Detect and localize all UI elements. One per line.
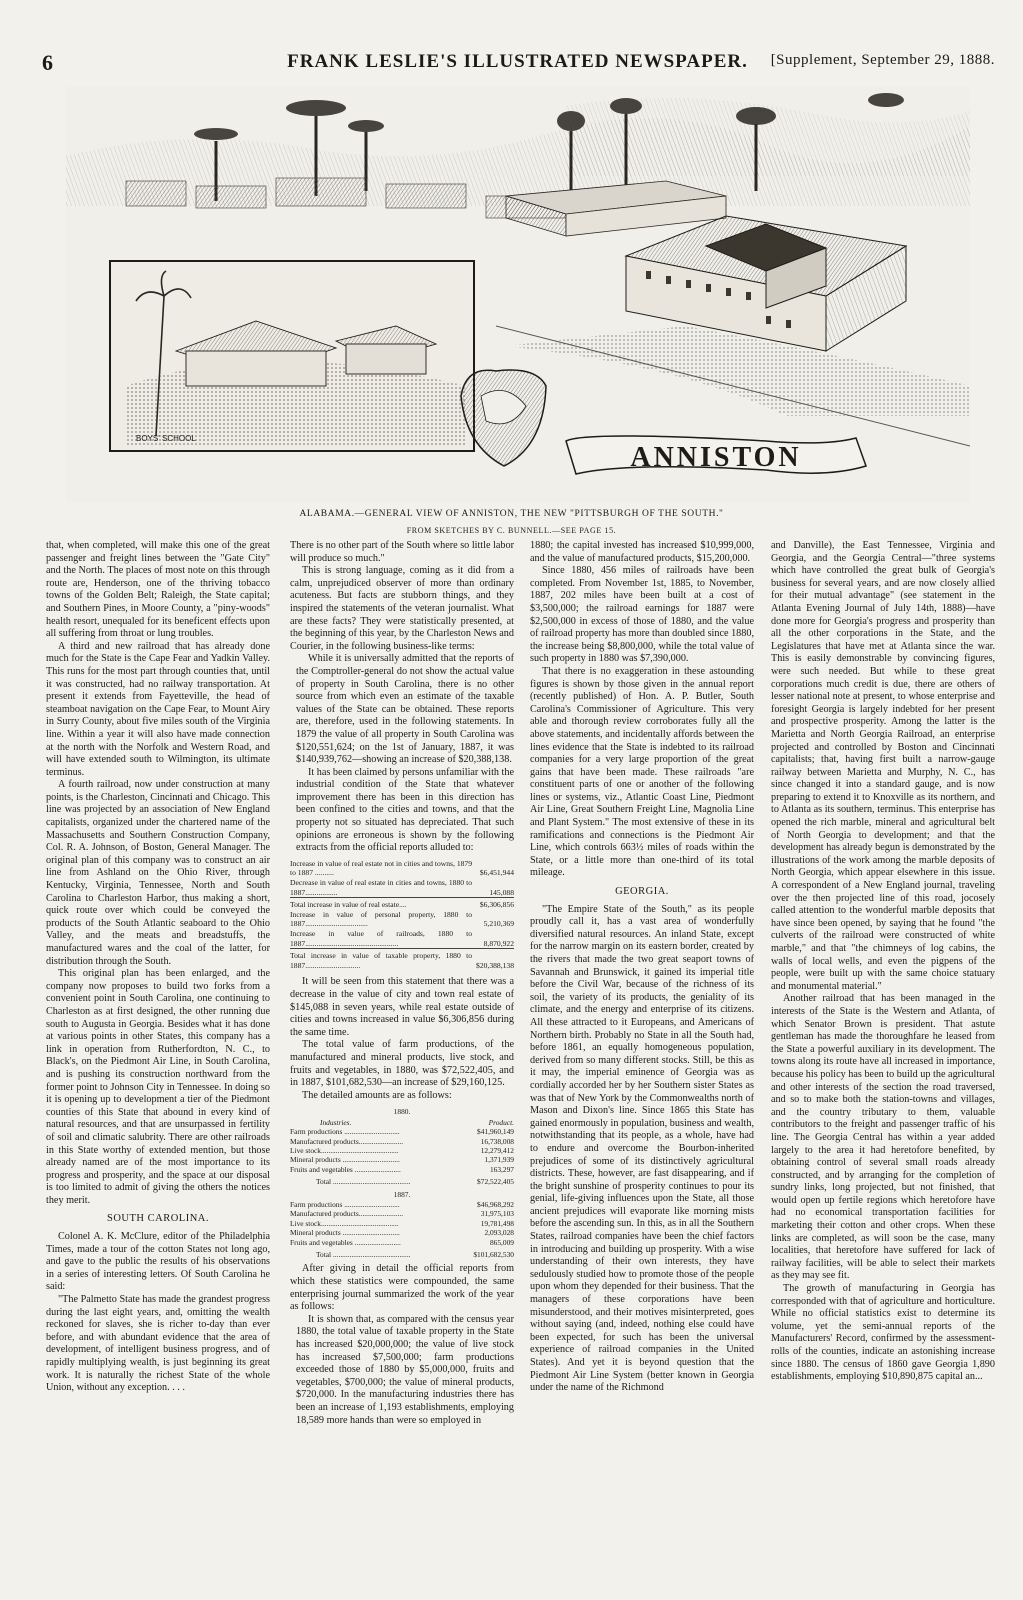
row-value: 12,279,412: [480, 1145, 514, 1155]
row-label: Farm productions ..............................: [290, 1127, 400, 1137]
table-row: [290, 910, 514, 929]
inset-label: BOYS' SCHOOL: [136, 434, 196, 443]
table-row: [290, 1137, 514, 1146]
table-row: [290, 1209, 514, 1218]
row-value: 19,781,498: [480, 1218, 514, 1228]
paragraph: That there is no exaggeration in these astounding figures is shown by those given in the annual report (recently published) of Hon. A. P. Butler, South Carolina's Commissioner of Agriculture. This very able and thorough review corroborates fully all the above statements, and incidentally affords between the lines evidence that the State is indebted to its railroad companies for a very large proportion of the great gains that have been made. These railroads "are constituent parts of one or another of the following lines or systems, viz., Atlantic Coast Line, Piedmont Air Line, Great Southern Freight Line, Magnolia Line and Plant System." The most extensive of these in its ramifications and connections is the Piedmont Air Line, which controls 663½ miles of roads within the State, or a little more than one-third of its total mileage.: [530, 665, 754, 879]
table-row: [290, 929, 514, 949]
quote-paragraph: "The Palmetto State has made the grandest progress during the last eight years, and, omitting the wealth reckoned for slaves, she is richer to-day than ever before, and with abundant evidence that the area of development, of intelligent business progress, and of rapidly multiplying wealth, is just beginning its great work. It is naturally the richest State of the whole Union, without any exception. . . .: [46, 1294, 270, 1394]
table-header-row: [290, 1118, 514, 1127]
article-column-1: [46, 540, 270, 1395]
row-value: 163,297: [489, 1164, 514, 1174]
anniston-engraving: [66, 86, 970, 502]
section-heading: GEORGIA.: [615, 886, 669, 898]
year-label: 1880.: [393, 1107, 411, 1117]
row-label: Mineral products ...............................: [290, 1228, 400, 1238]
row-value: 5,210,369: [483, 919, 514, 929]
row-label: Total ..........................................: [316, 1250, 411, 1259]
paragraph: This is strong language, coming as it did from a calm, unprejudiced observer of more than ordinary acuteness. But facts are stubborn things, and they inspired the statements of the veteran journalist. What are these facts? They were statistically presented, at the beginning of this year, by the Charleston News and Courier, in the following business-like terms:: [290, 565, 514, 652]
supplement-date: [Supplement, September 29, 1888.: [770, 52, 995, 68]
article-column-2: [290, 540, 514, 1427]
row-value: $41,960,149: [477, 1127, 514, 1137]
table-row: [290, 1174, 514, 1186]
table-row: [290, 1228, 514, 1237]
row-label: Fruits and vegetables .........................: [290, 1237, 401, 1247]
quote-paragraph: It is shown that, as compared with the census year 1880, the total value of taxable property in the State has increased $20,000,000; the value of live stock has increased $7,500,000; farm productions exceeded those of 1880 by $5,000,000, fruits and vegetables, $700,000; the value of mineral products, $720,000. In the manufacturing industries there has been an increase of 1,193 establishments, employing 18,589 more hands than were so employed in: [296, 1313, 514, 1426]
paragraph: A fourth railroad, now under construction at many points, is the Charleston, Cincinnati and Chicago. This line was projected by an association of New England capitalists, organized under the chartered name of the Massachusetts and Southern Construction Company, Col. R. A. Johnson, of Boston, General Manager. The original plan of this company was to construct an air line from Ashland on the Ohio River, through Kentucky, Virginia, Tennessee, North and South Carolina to Charleston Harbor, thus making a short, quick route over which could be conveyed the products of the South Atlantic seaboard to the Ohio Valley, and the meats and breadstuffs, the manufactured wares and the coal of the latter, for distribution through the South.: [46, 779, 270, 967]
column-header: Industries.: [320, 1117, 352, 1127]
paragraph: It will be seen from this statement that there was a decrease in the value of city and town real estate of $145,088 in seven years, while real estate outside of cities and towns increased in value $6,306,856 during the same time.: [290, 976, 514, 1038]
row-value: 2,093,028: [484, 1228, 514, 1238]
article-column-3: [530, 540, 754, 1395]
table-row: [290, 1165, 514, 1174]
year-label: 1887.: [393, 1189, 411, 1199]
paragraph: After giving in detail the official reports from which these statistics were compounded, the same enterprising journal summarized the work of the year as follows:: [290, 1263, 514, 1313]
row-label: Increase in value of real estate not in cities and towns, 1879 to 1887 ..........: [290, 858, 473, 878]
table-row: [290, 1127, 514, 1136]
row-label: Total increase in value of real estate....: [290, 898, 472, 910]
article-column-4: [771, 540, 995, 1384]
column-header: Product.: [488, 1117, 514, 1127]
row-label: Increase in value of railroads, 1880 to 1887.................................................: [290, 929, 473, 948]
quote-paragraph: It has been claimed by persons unfamiliar with the industrial condition of the State that whatever improvement there has been in this direction has been confined to the cities and towns, and that the property not so situated has depreciated. That such opinions are erroneous is shown by the following extracts from the official reports alluded to:: [296, 766, 514, 854]
row-value: $20,388,138: [472, 949, 514, 971]
caption-title: ALABAMA.—GENERAL VIEW OF ANNISTON, THE NEW "PITTSBURGH OF THE SOUTH.": [299, 509, 724, 519]
paragraph: and Danville), the East Tennessee, Virginia and Georgia, and the Georgia Central—"three systems which have controlled the great bulk of Georgia's business for several years, and are now closely allied for their mutual advantage" (see statement in the Atlanta Evening Journal of July 14th, 1888)—have done more for Georgia's progress and prosperity than all the other corporations in the State, and the Legislatures that have met at Atlanta since the war. This is easily demonstrable by convincing figures, were such needed. But while to these great corporations much credit is due, there are others of lesser national note at present, to whose enterprise and foresight Georgia is largely indebted for her present and prospective prosperity. Among the latter is the Marietta and North Georgia Railroad, an enterprise projected and controlled by Boston and Cincinnati capitalists; that, having first built a narrow-gauge railway between Marietta and Murphy, N. C., has since changed it into a standard gauge, and is now preparing to extend it to Knoxville as its northern, and to Atlanta as its southern, terminus. This enterprise has opened the rich marble, mineral and agricultural belt of North Georgia to development; and that the development has already begun is demonstrated by the illustrations of the work among the marble deposits of North Georgia, which appear elsewhere in this issue. A correspondent of a New England journal, traveling over the then projected line of this road, jocosely called attention to the wonderful marble deposits that have since been opened, by saying that he found "the culverts of the railroad were constructed of white marble," and that "the chimneys of log cabins, the walls of local wells, and even the pigpens of the people, were built up with the same choice statuary and monumental material.": [771, 540, 995, 992]
row-label: Farm productions ..............................: [290, 1199, 400, 1209]
page-header: [40, 50, 995, 76]
row-label: Total increase in value of taxable property, 1880 to 1887.............................: [290, 949, 472, 971]
paragraph: The detailed amounts are as follows:: [302, 1089, 452, 1101]
row-value: 1,371,939: [484, 1155, 514, 1165]
table-row: [290, 1155, 514, 1164]
row-label: Live stock..........................................: [290, 1145, 399, 1155]
paragraph: Another railroad that has been managed in the interests of the State is the Western and Atlanta, of which Senator Brown is president. That astute gentleman has made the thoroughfare he leased from the State a powerful auxiliary in its development. The towns along its route have all increased in importance, because his policy has been to build up the agricultural and other interests of the section the road traversed, and so to make both the station-towns and villages, and the country tributary to them, valuable contributors to the freight and passenger traffic of his line. The Georgia Central has within a year added largely to the area it had heretofore benefited, by obtaining control of several small roads already constructed, and by arranging for the completion of sundry links, long projected, but not finished, that would open up fertile regions which heretofore have had no economical transportation facilities for marketing their cotton and other crops. When these links are completed, as will soon be the case, many localities, that heretofore have suffered for lack of railway facilities, will be able to select their markets as they may see fit.: [771, 993, 995, 1282]
table-row: [290, 1200, 514, 1209]
table-row: [290, 898, 514, 910]
row-value: 31,975,103: [480, 1209, 514, 1219]
row-label: Manufactured products........................: [290, 1136, 404, 1146]
table-year-row: [290, 1187, 514, 1200]
paragraph: There is no other part of the South where so little labor will produce so much.": [290, 540, 514, 564]
property-value-table: [290, 859, 514, 971]
row-label: Mineral products ...............................: [290, 1155, 400, 1165]
row-value: $6,451,944: [479, 868, 514, 878]
industries-table: [290, 1104, 514, 1259]
paragraph: This original plan has been enlarged, and the company now proposes to build two forks from a convenient point in South Carolina, one continuing to Charleston as at first designed, the other running due south to Augusta in Georgia. Besides what it has done at various points in other States, this company has a link in operation from Rutherfordton, N. C., to Black's, on the Piedmont Air Line, in South Carolina, and is pushing its construction northward from the former point to Johnson City in Tennessee. In doing so it is opening up to development a tier of the Piedmont counties of this State that abound in every kind of natural resources, and that are unsurpassed in fertility of soil and climatic salubrity. There are other railroads in this State worthy of extended mention, but those already named are of the most importance to its progress and prosperity, and the space at our disposal is too limited to admit of giving the others the notices they merit.: [46, 968, 270, 1206]
banner-text: ANNISTON: [630, 442, 802, 473]
paragraph: Colonel A. K. McClure, editor of the Philadelphia Times, made a tour of the cotton States not long ago, and gave to the public the results of his observations in a series of interesting letters. Of South Carolina he said:: [46, 1231, 270, 1293]
table-row: [290, 1219, 514, 1228]
table-row: [290, 1146, 514, 1155]
section-heading: SOUTH CAROLINA.: [107, 1213, 209, 1225]
row-value: $101,682,530: [473, 1250, 514, 1259]
row-value: $46,968,292: [477, 1199, 514, 1209]
masthead: FRANK LESLIE'S ILLUSTRATED NEWSPAPER.: [287, 51, 748, 72]
row-label: Increase in value of personal property, 1880 to 1887.................................: [290, 909, 473, 929]
row-value: 16,738,008: [480, 1136, 514, 1146]
row-label: Manufactured products........................: [290, 1209, 404, 1219]
page-number: 6: [42, 50, 53, 75]
paragraph: Since 1880, 456 miles of railroads have been completed. From November 1st, 1885, to November, 1887, 202 miles have been built at a cost of $3,500,000; the railroad earnings for 1887 were $2,500,000 in excess of those of 1880, and the value of railroad property has more than doubled since 1880, the increase being $8,800,000, while the total value of such property in 1880 was $7,390,000.: [530, 565, 754, 665]
table-row: [290, 949, 514, 971]
row-label: Fruits and vegetables .........................: [290, 1164, 401, 1174]
paragraph: The growth of manufacturing in Georgia has corresponded with that of agriculture and horticulture. While no official statistics exist to determine its volume, yet the semi-annual reports of the Manufacturers' Record, confirmed by the assessment-rolls of the counties, indicate an astonishing increase since 1880. The census of 1860 gave Georgia 1,890 establishments, employing $10,890,875 capital an...: [771, 1283, 995, 1383]
paragraph: that, when completed, will make this one of the great passenger and freight lines between the "Gate City" and the North. The places of most note on this through route are, Henderson, one of the thriving tobacco towns of the Golden Belt; Raleigh, the State capital; and Southern Pines, in Moore County, a "piny-woods" health resort, unequaled for its beneficent effects upon all suffering from throat or lung troubles.: [46, 540, 270, 640]
row-value: 865,009: [489, 1237, 514, 1247]
row-label: Total ..........................................: [316, 1177, 411, 1187]
paragraph: "The Empire State of the South," as its people proudly call it, has a vast area of wonderfully diversified natural resources. An inland State, except for the narrow margin on its eastern border, created by the rivers that made the two great seaport towns of Savannah and Brunswick, it gained its imperial title before the Civil War, because of the richness of its soil, the variety of its products, the geniality of its climate, and the energy and enterprise of its citizens. All these attracted to it Europeans, and Americans of Northern birth. Probably no State in all the South had, before 1861, an equally homogeneous population, derived from so many different stocks. Still, be this as it may, the imperial eminence of Georgia was as cordially accorded her by her Southern sister States as was that of New York by the Commonwealths north of Mason and Dixon's line. Since 1865 this State has gained enormously in population, business and wealth, notwithstanding that its people, as a whole, have had to endure and overcome the Bourbon-inherited prejudices of some of its distinctively agricultural districts. These, however, are fast disappearing, and if the bright sunshine of prosperity continues to pour its genial, life-giving influences upon the State, all those ancient prejudices will evaporate like morning mists before the ascending sun. In this, as in all the Southern States, railroad companies have been the chief factors in introducing and building up prosperity. With a wise understanding of their own interests, they have sedulously studied how to promote those of the people upon whom they depended for their business. That the managers of these corporations have been misunderstood, and their motives misinterpreted, goes without saying (and, indeed, nothing else could have been expected, for such has been the universal experience of railroad companies in the United States). And yet it is beyond question that the Piedmont Air Line System (better known in Georgia under the name of the Richmond: [530, 903, 754, 1394]
row-value: $6,306,856: [472, 898, 514, 910]
paragraph: 1880; the capital invested has increased $10,999,000, and the value of manufactured products, $15,200,000.: [530, 540, 754, 564]
table-row: [290, 878, 514, 898]
row-value: 8,870,922: [483, 938, 514, 948]
caption-credit: FROM SKETCHES BY C. BUNNELL.—SEE PAGE 15.: [406, 526, 617, 535]
table-row: [290, 1238, 514, 1247]
row-value: $72,522,405: [477, 1177, 514, 1187]
paragraph: The total value of farm productions, of the manufactured and mineral products, live stock, and fruits and vegetables, in 1880, was $72,522,405, and in 1887, $101,682,530—an increase of $29,160,125.: [290, 1039, 514, 1089]
row-value: 145,088: [489, 887, 514, 897]
row-label: Decrease in value of real estate in cities and towns, 1880 to 1887.................: [290, 878, 473, 897]
table-row: [290, 859, 514, 878]
table-year-row: [290, 1104, 514, 1117]
quote-paragraph: While it is universally admitted that the reports of the Comptroller-general do not show the actual value of property in South Carolina, there is no other source from which even an estimate of the taxable values of the State can be obtained. These reports are, therefore, used in the following statements. In 1879 the value of all property in South Carolina was $120,551,624; on the 1st of January, 1887, it was $140,939,762—showing an increase of $20,388,138.: [296, 653, 514, 766]
table-row: [290, 1247, 514, 1259]
paragraph: A third and new railroad that has already done much for the State is the Cape Fear and Yadkin Valley. This runs for the most part through counties that, until it was constructed, had no railway transportation. At present it extends from Fayetteville, the head of steamboat navigation on the Cape Fear, to Mount Airy in Surry County, about five miles south of the Virginia line. Within a year it will also have made connection at the north with the Norfolk and Western Road, and will have extended south to Wilmington, its ultimate terminus.: [46, 640, 270, 778]
row-label: Live stock..........................................: [290, 1218, 399, 1228]
